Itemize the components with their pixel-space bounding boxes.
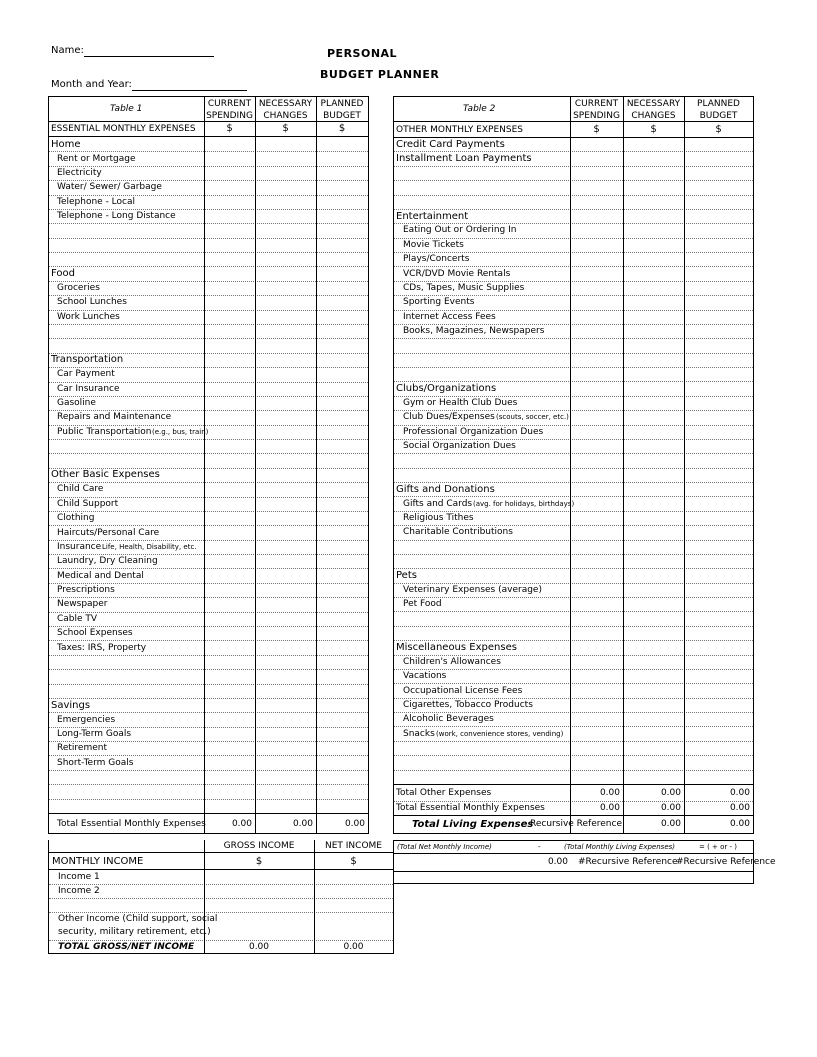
- expense-row[interactable]: [394, 683, 753, 698]
- row-label: Transportation: [51, 354, 124, 366]
- expense-row[interactable]: [49, 583, 368, 598]
- gross-dollar: $: [255, 855, 263, 867]
- dollar-sign: $: [650, 124, 657, 135]
- row-label: Prescriptions: [57, 585, 115, 596]
- blank-row[interactable]: [49, 770, 368, 785]
- row-label: Pet Food: [403, 599, 442, 610]
- table1-total-value: 0.00: [231, 819, 252, 829]
- table1-divider: [316, 97, 317, 833]
- expense-row[interactable]: [49, 396, 368, 411]
- page-title-1: PERSONAL: [327, 47, 398, 60]
- blank-row[interactable]: [394, 468, 753, 483]
- expense-row[interactable]: [394, 597, 753, 612]
- row-label: Snacks: [403, 728, 435, 739]
- total-other-value: 0.00: [729, 788, 750, 798]
- expense-row[interactable]: [49, 511, 368, 526]
- row-label: Charitable Contributions: [403, 527, 513, 538]
- row-label: Veterinary Expenses (average): [403, 584, 542, 595]
- expense-row[interactable]: [49, 727, 368, 742]
- expense-row[interactable]: [394, 712, 753, 727]
- row-label: Children's Allowances: [403, 656, 501, 667]
- row-label: Electricity: [57, 167, 102, 178]
- row-label: Telephone - Long Distance: [57, 211, 176, 222]
- total-living-value: 0.00: [660, 819, 681, 829]
- row-label: Short-Term Goals: [57, 757, 134, 768]
- category-row[interactable]: [49, 468, 368, 483]
- category-row[interactable]: [49, 266, 368, 281]
- row-label: Food: [51, 268, 75, 280]
- month-year-field[interactable]: [132, 79, 247, 91]
- row-label: Internet Access Fees: [403, 311, 496, 322]
- expense-row[interactable]: [49, 568, 368, 583]
- income-table: [48, 840, 394, 954]
- total-other-value: 0.00: [660, 788, 681, 798]
- expense-row[interactable]: [49, 612, 368, 627]
- blank-row[interactable]: [49, 784, 368, 799]
- row-label: School Expenses: [57, 628, 133, 639]
- row-label: Rent or Mortgage: [57, 153, 136, 164]
- row-label: Social Organization Dues: [403, 441, 516, 452]
- expense-row[interactable]: [49, 497, 368, 512]
- row-label: Occupational License Fees: [403, 685, 523, 696]
- row-label: Vacations: [403, 671, 447, 682]
- expense-row[interactable]: [49, 382, 368, 397]
- category-row[interactable]: [49, 137, 368, 152]
- category-row[interactable]: [394, 568, 753, 583]
- income-total-label: TOTAL GROSS/NET INCOME: [58, 941, 195, 952]
- blank-row[interactable]: [394, 180, 753, 195]
- table1-total-value: 0.00: [292, 819, 313, 829]
- total-other-value: 0.00: [599, 788, 620, 798]
- row-label: Clubs/Organizations: [396, 383, 497, 395]
- expense-row[interactable]: [394, 295, 753, 310]
- expense-row[interactable]: [394, 252, 753, 267]
- row-label: Clothing: [57, 513, 95, 524]
- net-total: 0.00: [343, 941, 364, 952]
- expense-row[interactable]: [394, 266, 753, 281]
- other-income-row[interactable]: Other Income (Child support, social security, military retirement, etc.): [49, 912, 393, 941]
- total-essential-row[interactable]: [394, 800, 753, 816]
- table1-caption: Table 1: [110, 104, 143, 114]
- net-dollar: $: [350, 855, 357, 867]
- blank-row[interactable]: [49, 223, 368, 238]
- blank-row[interactable]: [394, 770, 753, 785]
- blank-row[interactable]: [49, 453, 368, 468]
- row-label: Professional Organization Dues: [403, 426, 544, 437]
- row-label: Medical and Dental: [57, 570, 144, 581]
- name-field[interactable]: [84, 45, 214, 57]
- dollar-sign: $: [282, 123, 289, 134]
- row-label: Plays/Concerts: [403, 254, 470, 265]
- row-label: Gifts and Cards: [403, 498, 473, 509]
- category-row[interactable]: [394, 640, 753, 655]
- row-label: Telephone - Local: [57, 196, 136, 207]
- blank-row[interactable]: [394, 195, 753, 210]
- expense-row[interactable]: [394, 310, 753, 325]
- expense-row[interactable]: [394, 511, 753, 526]
- expense-row[interactable]: [49, 755, 368, 770]
- category-row[interactable]: [394, 381, 753, 396]
- row-label: Other Basic Expenses: [51, 469, 160, 481]
- net-income-header: NET INCOME: [325, 841, 382, 851]
- row-label: Savings: [51, 699, 91, 711]
- blank-row[interactable]: [394, 166, 753, 181]
- expense-row[interactable]: [49, 295, 368, 310]
- net-summary-header: (Total Net Monthly Income) - (Total Monthly Living Expenses) = ( + or - ): [394, 841, 753, 854]
- monthly-income-label: MONTHLY INCOME: [52, 855, 144, 867]
- expense-row[interactable]: [394, 669, 753, 684]
- category-row[interactable]: [49, 353, 368, 368]
- row-label: Insurance: [57, 541, 102, 552]
- row-label: Entertainment: [396, 210, 469, 222]
- expense-row[interactable]: [49, 482, 368, 497]
- row-label: Groceries: [57, 283, 100, 294]
- page-title-2: BUDGET PLANNER: [320, 68, 440, 81]
- expense-row[interactable]: [49, 597, 368, 612]
- row-label: CDs, Tapes, Music Supplies: [403, 282, 525, 293]
- blank-row[interactable]: [49, 655, 368, 670]
- blank-row[interactable]: [49, 324, 368, 339]
- expense-row[interactable]: Gifts and Cards (avg. for holidays, birthdays): [394, 496, 753, 511]
- expense-row[interactable]: [394, 439, 753, 454]
- expense-row[interactable]: [49, 367, 368, 382]
- row-label: VCR/DVD Movie Rentals: [403, 268, 511, 279]
- row-label: Laundry, Dry Cleaning: [57, 556, 158, 567]
- blank-row[interactable]: [49, 669, 368, 684]
- row-label: Club Dues/Expenses: [403, 412, 495, 423]
- expense-row[interactable]: [49, 209, 368, 224]
- blank-row[interactable]: [49, 238, 368, 253]
- row-label: Sporting Events: [403, 297, 475, 308]
- blank-row[interactable]: [394, 453, 753, 468]
- expense-row[interactable]: [394, 698, 753, 713]
- table2-col-current: CURRENT SPENDING: [573, 99, 620, 121]
- row-label: Water/ Sewer/ Garbage: [57, 182, 162, 193]
- row-label: Installment Loan Payments: [396, 153, 532, 165]
- income-total-row: [49, 940, 393, 953]
- row-label: Car Payment: [57, 369, 115, 380]
- blank-row[interactable]: [394, 741, 753, 756]
- expense-row[interactable]: [49, 281, 368, 296]
- row-label: Work Lunches: [57, 311, 120, 322]
- total-living-label: Total Living Expenses: [412, 818, 534, 830]
- row-label: Gifts and Donations: [396, 483, 495, 495]
- row-label: Child Support: [57, 498, 119, 509]
- dollar-sign: $: [226, 123, 233, 134]
- table2-col-necessary: NECESSARY CHANGES: [626, 99, 681, 121]
- total-essential-value: 0.00: [599, 802, 620, 813]
- dollar-sign: $: [593, 124, 600, 135]
- total-essential-value: 0.00: [660, 802, 681, 813]
- blank-row[interactable]: [394, 626, 753, 641]
- expense-row[interactable]: [394, 425, 753, 440]
- row-label: Credit Card Payments: [396, 138, 505, 150]
- gross-income-header: GROSS INCOME: [223, 841, 295, 851]
- table1: [48, 96, 369, 834]
- expense-row[interactable]: Snacks (work, convenience stores, vending): [394, 726, 753, 741]
- expense-row[interactable]: [49, 166, 368, 181]
- row-label: Car Insurance: [57, 383, 120, 394]
- row-label: Movie Tickets: [403, 239, 464, 250]
- name-label: Name:: [51, 45, 214, 57]
- blank-row[interactable]: [49, 338, 368, 353]
- expense-row[interactable]: [394, 396, 753, 411]
- expense-row[interactable]: Club Dues/Expenses (scouts, soccer, etc.): [394, 410, 753, 425]
- table1-total-row[interactable]: [49, 813, 368, 834]
- blank-row[interactable]: [394, 540, 753, 555]
- blank-row[interactable]: [49, 799, 368, 814]
- total-essential-label: Total Essential Monthly Expenses: [396, 802, 545, 813]
- expense-row[interactable]: [49, 626, 368, 641]
- row-label: Alcoholic Beverages: [403, 714, 494, 725]
- expense-row[interactable]: [49, 554, 368, 569]
- row-label: Home: [51, 138, 81, 150]
- expense-row[interactable]: Insurance Life, Health, Disability, etc.: [49, 540, 368, 555]
- table2-header-row[interactable]: [394, 121, 753, 138]
- expense-row[interactable]: Public Transportation (e.g., bus, train): [49, 425, 368, 440]
- row-label: Books, Magazines, Newspapers: [403, 326, 545, 337]
- table2-caption: Table 2: [463, 104, 496, 114]
- category-row[interactable]: [49, 698, 368, 713]
- expense-row[interactable]: [49, 410, 368, 425]
- income-row[interactable]: Income 1: [49, 870, 393, 885]
- blank-row[interactable]: [394, 611, 753, 626]
- blank-row[interactable]: [394, 367, 753, 382]
- table1-col-current: CURRENT SPENDING: [206, 99, 253, 121]
- expense-row[interactable]: [49, 180, 368, 195]
- expense-row[interactable]: [394, 583, 753, 598]
- row-label: Long-Term Goals: [57, 728, 132, 739]
- category-row[interactable]: [394, 151, 753, 166]
- expense-row[interactable]: [49, 151, 368, 166]
- table2-divider: [623, 97, 624, 833]
- expense-row[interactable]: [394, 525, 753, 540]
- expense-row[interactable]: [49, 741, 368, 756]
- row-label: School Lunches: [57, 297, 127, 308]
- gross-total: 0.00: [248, 941, 270, 952]
- table2: [393, 96, 754, 834]
- month-year-label: Month and Year:: [51, 79, 247, 91]
- table2-divider: [570, 97, 571, 833]
- income-row[interactable]: Income 2: [49, 884, 393, 899]
- blank-row[interactable]: [394, 338, 753, 353]
- net-income-value: 0.00: [547, 857, 568, 867]
- row-label: Retirement: [57, 743, 107, 754]
- table1-header-label: ESSENTIAL MONTHLY EXPENSES: [51, 123, 196, 134]
- row-label: Repairs and Maintenance: [57, 412, 172, 423]
- row-label: Cable TV: [57, 613, 98, 624]
- table1-divider: [204, 97, 205, 833]
- row-label: Newspaper: [57, 599, 108, 610]
- row-label: Public Transportation: [57, 426, 152, 437]
- table2-divider: [684, 97, 685, 833]
- category-row[interactable]: [394, 482, 753, 497]
- category-row[interactable]: [394, 209, 753, 224]
- total-living-value: 0.00: [729, 819, 750, 829]
- blank-row[interactable]: [49, 684, 368, 699]
- expense-row[interactable]: [394, 223, 753, 238]
- living-expenses-value: #Recursive Reference: [578, 857, 678, 867]
- expense-row[interactable]: [49, 712, 368, 727]
- row-label: Miscellaneous Expenses: [396, 641, 517, 653]
- expense-row[interactable]: [49, 640, 368, 655]
- row-label: Eating Out or Ordering In: [403, 225, 517, 236]
- total-other-label: Total Other Expenses: [396, 788, 492, 798]
- blank-row[interactable]: [394, 755, 753, 770]
- expense-row[interactable]: [394, 655, 753, 670]
- expense-row[interactable]: [49, 195, 368, 210]
- net-summary-box: [393, 840, 776, 884]
- table1-header-row[interactable]: [49, 121, 368, 137]
- net-summary-values: [394, 853, 776, 872]
- row-label: Pets: [396, 570, 417, 582]
- table2-col-planned: PLANNED BUDGET: [697, 99, 740, 121]
- blank-row[interactable]: [394, 353, 753, 368]
- row-label: Haircuts/Personal Care: [57, 527, 160, 538]
- expense-row[interactable]: [49, 525, 368, 540]
- dollar-sign: $: [338, 123, 346, 134]
- category-row[interactable]: [394, 137, 753, 152]
- dollar-sign: $: [715, 124, 722, 135]
- expense-row[interactable]: [394, 324, 753, 339]
- blank-row[interactable]: [49, 439, 368, 454]
- row-label: Gasoline: [57, 398, 96, 409]
- total-essential-value: 0.00: [729, 802, 750, 813]
- monthly-income-header-row: [49, 853, 393, 870]
- table1-total-label: Total Essential Monthly Expenses: [57, 819, 206, 829]
- row-label: Emergencies: [57, 714, 116, 725]
- expense-row[interactable]: [49, 310, 368, 325]
- table1-col-necessary: NECESSARY CHANGES: [258, 99, 313, 121]
- row-label: Cigarettes, Tobacco Products: [403, 699, 533, 710]
- expense-row[interactable]: [394, 281, 753, 296]
- table1-divider: [255, 97, 256, 833]
- row-label: Gym or Health Club Dues: [403, 397, 518, 408]
- total-living-row[interactable]: [394, 815, 753, 833]
- income-row[interactable]: [49, 898, 393, 913]
- table1-col-planned: PLANNED BUDGET: [320, 99, 364, 121]
- expense-row[interactable]: [394, 238, 753, 253]
- blank-row[interactable]: [394, 554, 753, 569]
- row-label: Taxes: IRS, Property: [57, 642, 147, 653]
- net-difference-value: #Recursive Reference: [676, 857, 776, 867]
- blank-row[interactable]: [49, 252, 368, 267]
- table2-header-label: OTHER MONTHLY EXPENSES: [396, 124, 523, 135]
- table1-total-value: 0.00: [344, 819, 365, 829]
- total-living-current: Recursive Reference: [530, 819, 622, 829]
- row-label: Child Care: [57, 484, 104, 495]
- row-label: Religious Tithes: [403, 513, 474, 523]
